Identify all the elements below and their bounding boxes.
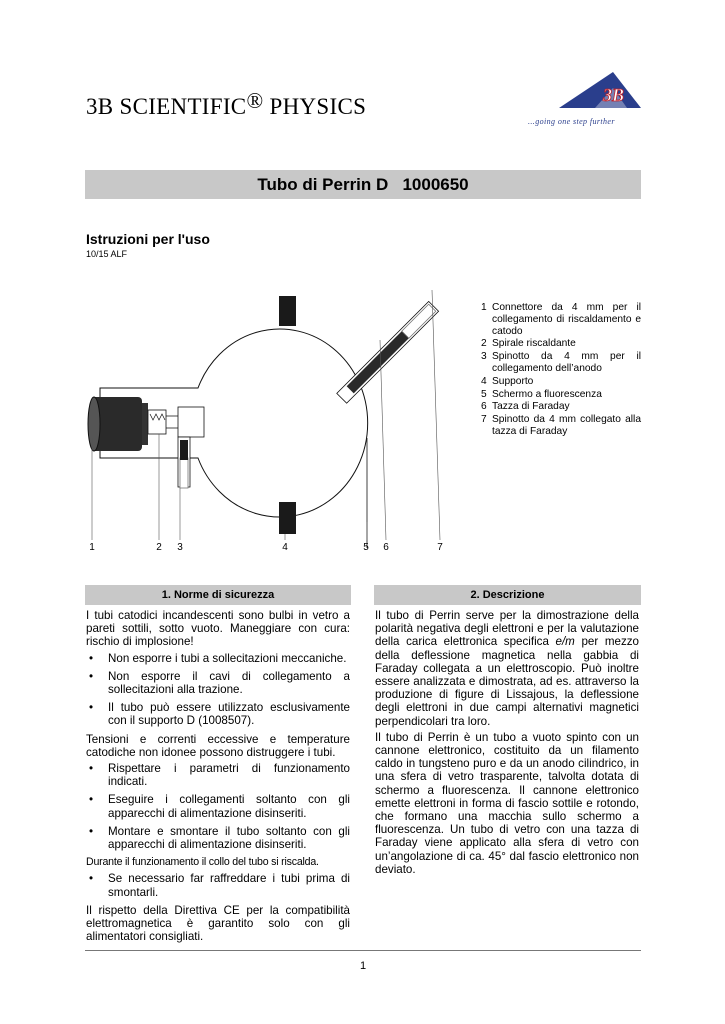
safety-list <box>86 872 350 898</box>
list-item: • Se necessario far raffreddare i tubi prima di smontarli. <box>86 872 350 898</box>
callout-5: 5 <box>363 542 369 553</box>
parts-legend <box>481 302 641 439</box>
safety-paragraph: Tensioni e correnti eccessive e temperature catodiche non idonee possono distruggere i tubi. <box>86 732 350 759</box>
brand-slogan: ...going one step further <box>528 117 615 126</box>
description-paragraph: Il tubo di Perrin è un tubo a vuoto spinto con un cannone elettronico, costituito da un filamento caldo in tungsteno puro e da un anodo cilindrico, in una sfera di vetro trasparente, talvolta dotata di schermo a fluorescenza. Il cannone elettronico emette elettroni in forma di fascio sottile e rotondo, che formano una macchia sullo schermo a fluorescenza. Un tubo di vetro con una tazza di Faraday viene applicato alla sfera di vetro con un’angolazione di ca. 45° dal fascio elettronico non deviato. <box>375 730 639 876</box>
list-item: 2 Spirale riscaldante <box>481 338 576 350</box>
safety-paragraph: Durante il funzionamento il collo del tubo si riscalda. <box>86 856 319 869</box>
document-reference: 10/15 ALF <box>86 249 128 259</box>
safety-list <box>86 652 350 728</box>
description-paragraph: Il tubo di Perrin serve per la dimostrazione della polarità negativa degli elettroni e per la valutazione della carica elettronica specifica e/m per mezzo della deflessione magnetica nella gabbia di Faraday collegata a un elettroscopio. Può inoltre essere analizzata e dimostrata, ad es. attraverso la produzione di figure di Lissajous, la deflessione degli elettroni in due campi alternativi magnetici perpendicolari tra loro. <box>375 609 639 728</box>
support-top <box>279 296 296 326</box>
callout-7: 7 <box>437 542 443 553</box>
list-item: • Rispettare i parametri di funzionamento indicati. <box>86 762 350 788</box>
list-item: • Montare e smontare il tubo soltanto con gli apparecchi di alimentazione disinseriti. <box>86 825 350 851</box>
svg-text:3B: 3B <box>603 85 625 105</box>
callout-6: 6 <box>383 542 389 553</box>
safety-paragraph: I tubi catodici incandescenti sono bulbi in vetro a pareti sottili, sotto vuoto. Maneggiare con cura: rischio di implosione! <box>86 609 350 649</box>
callout-1: 1 <box>89 542 95 553</box>
support-bottom <box>279 502 296 534</box>
3b-logo-icon <box>555 70 645 110</box>
callout-3: 3 <box>177 542 183 553</box>
safety-heading: 1. Norme di sicurezza <box>85 585 351 605</box>
list-item: 6 Tazza di Faraday <box>481 401 570 413</box>
list-item: 5 Schermo a fluorescenza <box>481 388 602 400</box>
safety-paragraph: Il rispetto della Direttiva CE per la compatibilità elettromagnetica è garantito solo con gli alimentatori consigliati. <box>86 903 350 944</box>
safety-section <box>86 609 350 946</box>
callout-4: 4 <box>282 542 288 553</box>
list-item: 1 Connettore da 4 mm per il collegamento di riscaldamento e catodo <box>481 302 641 337</box>
list-item: 4 Supporto <box>481 375 534 387</box>
page-number: 1 <box>359 960 367 972</box>
section-subtitle: Istruzioni per l'uso <box>86 231 210 247</box>
list-item: 3 Spinotto da 4 mm per il collegamento dell’anodo <box>481 351 641 374</box>
description-heading: 2. Descrizione <box>374 585 641 605</box>
brand-title: 3B SCIENTIFIC® PHYSICS <box>86 88 367 119</box>
list-item: • Il tubo può essere utilizzato esclusivamente con il supporto D (1008507). <box>86 701 350 727</box>
safety-list <box>86 762 350 851</box>
list-item: • Non esporre il cavi di collegamento a sollecitazioni alla trazione. <box>86 670 350 696</box>
list-item: 7 Spinotto da 4 mm collegato alla tazza di Faraday <box>481 414 641 437</box>
perrin-tube-diagram <box>80 270 460 560</box>
footer-divider <box>85 950 641 951</box>
list-item: • Non esporre i tubi a sollecitazioni meccaniche. <box>86 652 350 665</box>
callout-2: 2 <box>156 542 162 553</box>
document-title: Tubo di Perrin D 1000650 <box>85 170 641 199</box>
description-section <box>375 609 639 879</box>
list-item: • Eseguire i collegamenti soltanto con gli apparecchi di alimentazione disinseriti. <box>86 793 350 819</box>
